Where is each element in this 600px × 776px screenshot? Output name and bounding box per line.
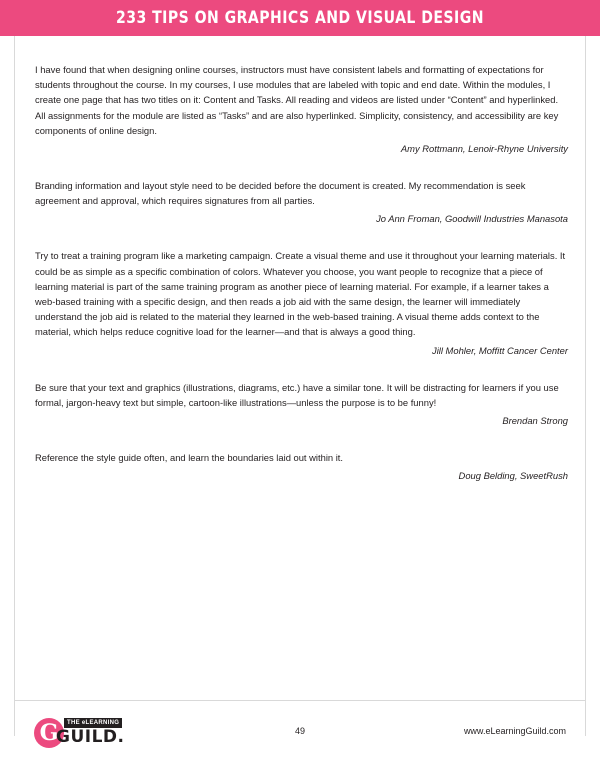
bottom-margin-rule — [14, 700, 586, 701]
site-url: www.eLearningGuild.com — [463, 726, 566, 736]
page-number: 49 — [294, 726, 305, 736]
tip-attribution: Amy Rottmann, Lenoir-Rhyne University — [400, 143, 568, 155]
page-footer — [0, 706, 600, 776]
tip-item — [35, 380, 568, 428]
tip-body: Be sure that your text and graphics (illustrations, diagrams, etc.) have a similar tone. It will be distracting for learners if you use formal, jargon-heavy text but simple, cartoon-like illustrations—unless the purpose is to be funny! — [35, 381, 559, 408]
tip-attribution: Doug Belding, SweetRush — [458, 470, 568, 482]
logo-bottom-text: GUILD. — [56, 727, 125, 747]
tip-item — [35, 178, 568, 226]
tip-attribution: Jo Ann Froman, Goodwill Industries Manasota — [376, 213, 568, 225]
right-margin-rule — [585, 36, 586, 736]
tip-item — [35, 248, 568, 357]
page-header-band — [0, 0, 600, 36]
tip-body: Branding information and layout style need to be decided before the document is created. My recommendation is seek agreement and approval, which requires signatures from all parties. — [35, 180, 526, 207]
tip-body: Reference the style guide often, and learn the boundaries laid out within it. — [35, 452, 344, 464]
tip-item — [35, 62, 568, 156]
left-margin-rule — [14, 36, 15, 736]
tip-item — [35, 450, 568, 483]
page-title: 233 TIPS ON GRAPHICS AND VISUAL DESIGN — [116, 8, 484, 28]
tip-attribution: Brendan Strong — [502, 415, 568, 427]
guild-g-icon: G — [34, 718, 64, 748]
tip-body: Try to treat a training program like a marketing campaign. Create a visual theme and use it throughout your learning materials. It could be as simple as a specific combination of colors. Whatever you choose, you want people to recognize that a piece of learning material is part of the same training program as another piece of learning material. For example, if a learner takes a web-based training with a specific design, and then reads a job aid with the same design, the learner will immediately understand the job aid is related to the material they learned in the web-based training. A visual theme adds context to the material, which helps reduce cognitive load for the learner—and that is always a good thing. — [35, 250, 566, 338]
tips-list — [35, 62, 568, 505]
tip-body: I have found that when designing online courses, instructors must have consistent labels and formatting of expectations for students throughout the course. In my courses, I use modules that are labeled with topic and end date. Within the modules, I create one page that has two titles on it: Content and Tasks. All reading and videos are listed under “Content” and hyperlinked. All assignments for the module are listed as “Tasks” and are also hyperlinked. Simplicity, consistency, and accessibility are key components of online design. — [35, 64, 559, 136]
logo-top-text: THE eLEARNING — [64, 718, 122, 728]
tip-attribution: Jill Mohler, Moffitt Cancer Center — [432, 344, 568, 356]
